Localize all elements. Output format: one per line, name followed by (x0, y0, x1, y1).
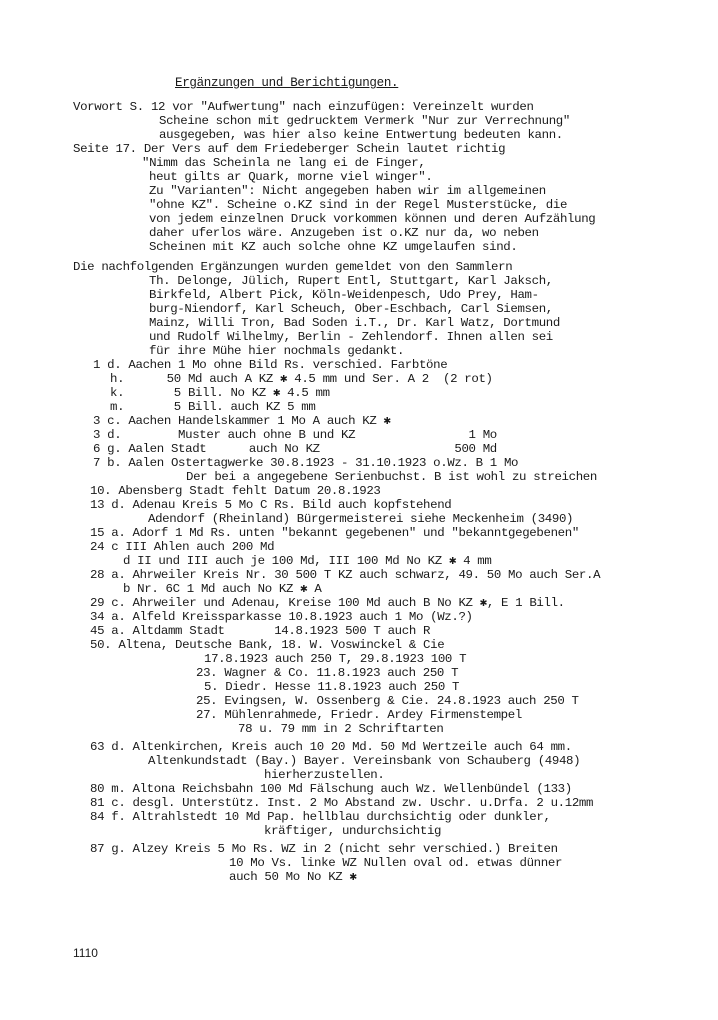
text-line: 34 a. Alfeld Kreissparkasse 10.8.1923 auch 1 Mo (Wz.?) (90, 610, 473, 624)
text-line: für ihre Mühe hier nochmals gedankt. (149, 344, 405, 358)
text-line: Scheine schon mit gedrucktem Vermerk "Nur zur Verrechnung" (159, 114, 570, 128)
text-line: Mainz, Willi Tron, Bad Soden i.T., Dr. Karl Watz, Dortmund (149, 316, 560, 330)
text-line: 5. Diedr. Hesse 11.8.1923 auch 250 T (204, 680, 460, 694)
text-line: 27. Mühlenrahmede, Friedr. Ardey Firmenstempel (196, 708, 522, 722)
text-line: 87 g. Alzey Kreis 5 Mo Rs. WZ in 2 (nicht sehr verschied.) Breiten (90, 842, 558, 856)
text-line: 28 a. Ahrweiler Kreis Nr. 30 500 T KZ auch schwarz, 49. 50 Mo auch Ser.A (90, 568, 601, 582)
text-line: 25. Evingsen, W. Ossenberg & Cie. 24.8.1923 auch 250 T (196, 694, 579, 708)
text-line: 78 u. 79 mm in 2 Schriftarten (238, 722, 444, 736)
text-line: Seite 17. Der Vers auf dem Friedeberger Schein lautet richtig (73, 142, 506, 156)
text-line: 15 a. Adorf 1 Md Rs. unten "bekannt gegebenen" und "bekanntgegebenen" (90, 526, 579, 540)
text-line: h. 50 Md auch A KZ ✱ 4.5 mm und Ser. A 2 (2 rot) (110, 372, 493, 386)
text-line: Adendorf (Rheinland) Bürgermeisterei siehe Meckenheim (3490) (148, 512, 574, 526)
text-line: 29 c. Ahrweiler und Adenau, Kreise 100 Md auch B No KZ ✱, E 1 Bill. (90, 596, 565, 610)
text-line: Scheinen mit KZ auch solche ohne KZ umgelaufen sind. (149, 240, 518, 254)
text-line: Altenkundstadt (Bay.) Bayer. Vereinsbank von Schauberg (4948) (148, 754, 581, 768)
text-line: kräftiger, undurchsichtig (264, 824, 442, 838)
text-line: "Nimm das Scheinla ne lang ei de Finger, (142, 156, 426, 170)
text-line: ausgegeben, was hier also keine Entwertung bedeuten kann. (159, 128, 563, 142)
text-line: 17.8.1923 auch 250 T, 29.8.1923 100 T (204, 652, 467, 666)
text-line: 13 d. Adenau Kreis 5 Mo C Rs. Bild auch kopfstehend (90, 498, 452, 512)
text-line: d II und III auch je 100 Md, III 100 Md No KZ ✱ 4 mm (123, 554, 492, 568)
text-line: heut gilts ar Quark, morne viel winger". (149, 170, 433, 184)
text-line: Der bei a angegebene Serienbuchst. B ist wohl zu streichen (186, 470, 597, 484)
text-line: 10 Mo Vs. linke WZ Nullen oval od. etwas dünner (229, 856, 563, 870)
text-line: daher uferlos wäre. Anzugeben ist o.KZ nur da, wo neben (149, 226, 539, 240)
text-line: 7 b. Aalen Ostertagwerke 30.8.1923 - 31.10.1923 o.Wz. B 1 Mo (93, 456, 519, 470)
text-line: 45 a. Altdamm Stadt 14.8.1923 500 T auch R (90, 624, 431, 638)
text-line: 80 m. Altona Reichsbahn 100 Md Fälschung auch Wz. Wellenbündel (133) (90, 782, 572, 796)
text-line: auch 50 Mo No KZ ✱ (229, 870, 357, 884)
text-line: k. 5 Bill. No KZ ✱ 4.5 mm (110, 386, 330, 400)
text-line: Th. Delonge, Jülich, Rupert Entl, Stuttgart, Karl Jaksch, (149, 274, 553, 288)
text-line: Zu "Varianten": Nicht angegeben haben wir im allgemeinen (149, 184, 546, 198)
text-line: und Rudolf Wilhelmy, Berlin - Zehlendorf. Ihnen allen sei (149, 330, 553, 344)
text-line: 6 g. Aalen Stadt auch No KZ 500 Md (93, 442, 497, 456)
text-line: 1 d. Aachen 1 Mo ohne Bild Rs. verschied. Farbtöne (93, 358, 448, 372)
text-line: 23. Wagner & Co. 11.8.1923 auch 250 T (196, 666, 459, 680)
text-line: b Nr. 6C 1 Md auch No KZ ✱ A (123, 582, 322, 596)
text-line: "ohne KZ". Scheine o.KZ sind in der Regel Musterstücke, die (149, 198, 568, 212)
text-line: hierherzustellen. (264, 768, 385, 782)
text-line: 10. Abensberg Stadt fehlt Datum 20.8.1923 (90, 484, 381, 498)
text-line: burg-Niendorf, Karl Scheuch, Ober-Eschbach, Carl Siemsen, (149, 302, 553, 316)
text-line: m. 5 Bill. auch KZ 5 mm (110, 400, 316, 414)
page-title: Ergänzungen und Berichtigungen. (175, 76, 399, 90)
text-line: 3 d. Muster auch ohne B und KZ 1 Mo (93, 428, 497, 442)
page-number: 1110 (73, 946, 98, 960)
text-line: 63 d. Altenkirchen, Kreis auch 10 20 Md. 50 Md Wertzeile auch 64 mm. (90, 740, 572, 754)
text-line: 81 c. desgl. Unterstütz. Inst. 2 Mo Abstand zw. Uschr. u.Drfa. 2 u.12mm (90, 796, 594, 810)
text-line: Die nachfolgenden Ergänzungen wurden gemeldet von den Sammlern (73, 260, 513, 274)
text-line: 50. Altena, Deutsche Bank, 18. W. Voswinckel & Cie (90, 638, 445, 652)
text-line: Birkfeld, Albert Pick, Köln-Weidenpesch, Udo Prey, Ham- (149, 288, 539, 302)
text-line: von jedem einzelnen Druck vorkommen können und deren Aufzählung (149, 212, 596, 226)
text-line: 3 c. Aachen Handelskammer 1 Mo A auch KZ ✱ (93, 414, 391, 428)
text-line: Vorwort S. 12 vor "Aufwertung" nach einzufügen: Vereinzelt wurden (73, 100, 534, 114)
text-line: 24 c III Ahlen auch 200 Md (90, 540, 275, 554)
text-line: 84 f. Altrahlstedt 10 Md Pap. hellblau durchsichtig oder dunkler, (90, 810, 551, 824)
